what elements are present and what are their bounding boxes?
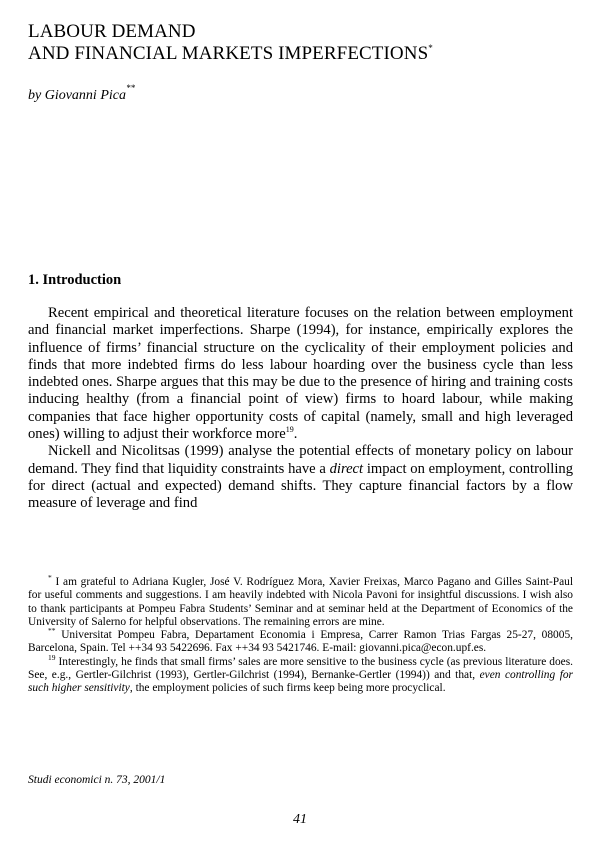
paper-title [28,21,568,65]
footnote-19 [28,652,573,696]
paragraph-2-text-b: impact on employment, controlling for direct (actual and expected) demand shifts. They capture financial factors by a flow measure of leverage and find [28,460,573,512]
footnote-19-emphasis: even controlling for such higher sensitivity [28,669,573,695]
footnote-1 [28,573,573,629]
author-byline [28,83,568,104]
paragraph-2-emphasis: direct [329,460,364,477]
journal-reference: Studi economici n. 73, 2001/1 [28,774,166,786]
author-name: by Giovanni Pica [28,88,126,103]
footnote-1-text: I am grateful to Adriana Kugler, José V. Rodríguez Mora, Xavier Freixas, Marco Pagano and Gilles Saint-Paul for useful comments and suggestions. I am heavily indebted with Nicola Pavoni for insightful discussions. I wish also to thank participants at Pompeu Fabra Students’ Seminar and at seminar held at the Department of Economics of the University of Salerno for helpful observations. The remaining errors are mine. [28,576,573,628]
body-paragraph-2 [28,443,573,512]
paragraph-1-end: . [293,426,298,443]
footnote-1-mark: * [48,573,52,582]
page-number: 41 [293,812,307,827]
paragraph-1-text: Recent empirical and theoretical literature focuses on the relation between employment and financial market imperfections. Sharpe (1994), for instance, empirically explores the influence of firms’ financial structure on the cyclicality of their employment policies and finds that more indebted firms do less labour hoarding over the business cycle than less indebted ones. Sharpe argues that this may be due to the presence of hiring and training costs inducing healthy (from a financial point of view) firms to hoard labour, while making companies that face higher opportunity costs of capital (namely, small and high leveraged ones) willing to adjust their workforce more [28,305,573,443]
footnote-2 [28,626,573,656]
section-heading: 1. Introduction [28,272,122,288]
footnote-19-mark: 19 [48,652,56,662]
footnotes [28,573,573,696]
author-footnote-mark[interactable]: ** [125,83,135,93]
title-footnote-mark[interactable]: * [428,43,433,53]
body-text [28,305,573,513]
footnote-19-text-b: , the employment policies of such firms keep being more procyclical. [129,682,446,695]
footnote-ref-19[interactable]: 19 [285,425,294,435]
footnote-19-text-a: Interestingly, he finds that small firms’ sales are more sensitive to the business cycle (as previous literature does. See, e.g., Gertler-Gilchrist (1993), Gertler-Gilchrist (1994), Bernanke-Gertler (1994)) and that, [28,655,573,682]
title-line-1: LABOUR DEMAND [28,21,196,42]
footnote-2-text: Universitat Pompeu Fabra, Departament Economia i Empresa, Carrer Ramon Trias Fargas 25-27, 08005, Barcelona, Spain. Tel ++34 93 5422696. Fax ++34 93 5421746. E-mail: giovanni.pica@econ.upf.es. [28,629,573,655]
title-line-2-text: AND FINANCIAL MARKETS IMPERFECTIONS [28,43,429,64]
body-paragraph-1 [28,305,573,443]
footnote-2-mark: ** [48,626,56,636]
title-line-2 [28,43,568,65]
paragraph-2-text-a: Nickell and Nicolitsas (1999) analyse the potential effects of monetary policy on labour demand. They find that liquidity constraints have a [28,443,573,477]
